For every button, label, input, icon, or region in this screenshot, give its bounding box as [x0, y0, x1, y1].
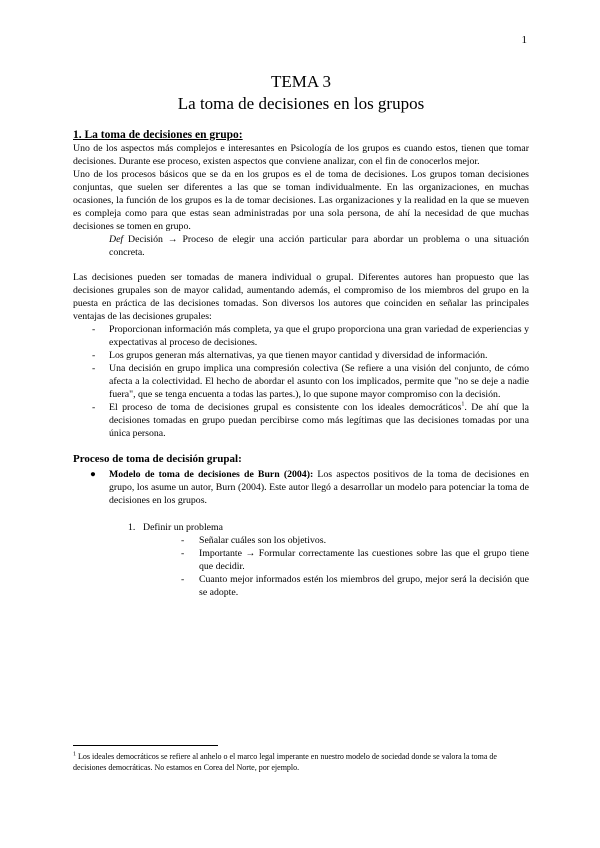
list-item: - Importante → Formular correctamente las cuestiones sobre las que el grupo tiene que decidir.: [181, 547, 529, 573]
footnote-mark: 1: [73, 751, 76, 758]
list-item-text: El proceso de toma de decisiones grupal es consistente con los ideales democráticos: [109, 402, 462, 413]
step-label: Definir un problema: [143, 522, 223, 533]
footnote-divider: [73, 745, 218, 746]
list-item: - Señalar cuáles son los objetivos.: [181, 534, 529, 547]
page-number: 1: [521, 34, 527, 46]
step-sub-list: [181, 534, 529, 599]
step-item: [73, 521, 529, 534]
list-item: [73, 401, 529, 440]
paragraph-intro: Uno de los aspectos más complejos e interesantes en Psicología de los grupos es cuando estos, tienen que tomar decisiones. Durante ese proceso, existen aspectos que conviene analizar, con el fin de conocerlos mejor.: [73, 143, 529, 167]
list-item: - Una decisión en grupo implica una compresión colectiva (Se refiere a una visión del conjunto, de cómo afecta a la colectividad. El hecho de abordar el asunto con los implicados, permite que "no se deje a nadie fuera", que se tenga encuenta a todas las partes.), lo que supone mayor compromiso con la decisión.: [73, 362, 529, 401]
advantages-list: [73, 323, 529, 440]
model-text: Los aspectos positivos de la toma de decisiones en grupo, los asume un autor, Burn (2004). Este autor llegó a desarrollar un modelo para potenciar la toma de decisiones en los grupos.: [109, 469, 530, 506]
bullet-icon: ●: [90, 469, 96, 480]
footnote-ref[interactable]: 1: [461, 401, 465, 408]
list-item: - Proporcionan información más completa, ya que el grupo proporciona una gran variedad de experiencias y expectativas al proceso de decisiones.: [73, 323, 529, 349]
paragraph-decisions: Las decisiones pueden ser tomadas de manera individual o grupal. Diferentes autores han propuesto que las decisiones grupales son de mayor calidad, aumentando además, el compromiso de los miembros del grupo en la puesta en práctica de las decisiones tomadas. Son diversos los autores que coinciden en señalar las principales ventajas de las decisiones grupales:: [73, 272, 529, 322]
model-title: Modelo de toma de decisiones de Burn (2004):: [109, 469, 314, 480]
step-number: 1.: [128, 522, 136, 533]
doc-title: TEMA 3: [271, 72, 331, 91]
definition: [73, 233, 529, 259]
section-heading-2: Proceso de toma de decisión grupal:: [73, 453, 242, 465]
footnote-text: Los ideales democráticos se refiere al anhelo o el marco legal imperante en nuestro modelo de sociedad donde se valora la toma de decisiones democráticas. No estamos en Corea del Norte, por ejemplo.: [73, 752, 497, 772]
paragraph-processes: Uno de los procesos básicos que se da en los grupos es el de toma de decisiones. Los grupos toman decisiones conjuntas, que suelen ser diferentes a las que se toman individualmente. En las organizaciones, en muchas ocasiones, la función de los grupos es la de tomar decisiones. Las organizaciones y la realidad en la que se mueven es compleja como para que estas sean administradas por una sola persona, de ahí la necesidad de que muchas decisiones se tomen en grupo.: [73, 169, 529, 232]
doc-subtitle: La toma de decisiones en los grupos: [177, 94, 425, 113]
section-heading-1: 1. La toma de decisiones en grupo:: [73, 129, 243, 141]
list-item-text: . De ahí que la decisiones tomadas en grupo puedan percibirse como más legítimas que las decisiones tomadas por una única persona.: [109, 402, 529, 439]
list-item: - Cuanto mejor informados estén los miembros del grupo, mejor será la decisión que se adopte.: [181, 573, 529, 599]
footnote: [73, 751, 529, 773]
document-body: [73, 72, 529, 599]
model-bullet: [73, 468, 529, 507]
list-item: - Los grupos generan más alternativas, ya que tienen mayor cantidad y diversidad de información.: [73, 349, 529, 362]
definition-tag: Def: [109, 234, 124, 245]
definition-text: Decisión → Proceso de elegir una acción particular para abordar un problema o una situación concreta.: [109, 234, 529, 258]
